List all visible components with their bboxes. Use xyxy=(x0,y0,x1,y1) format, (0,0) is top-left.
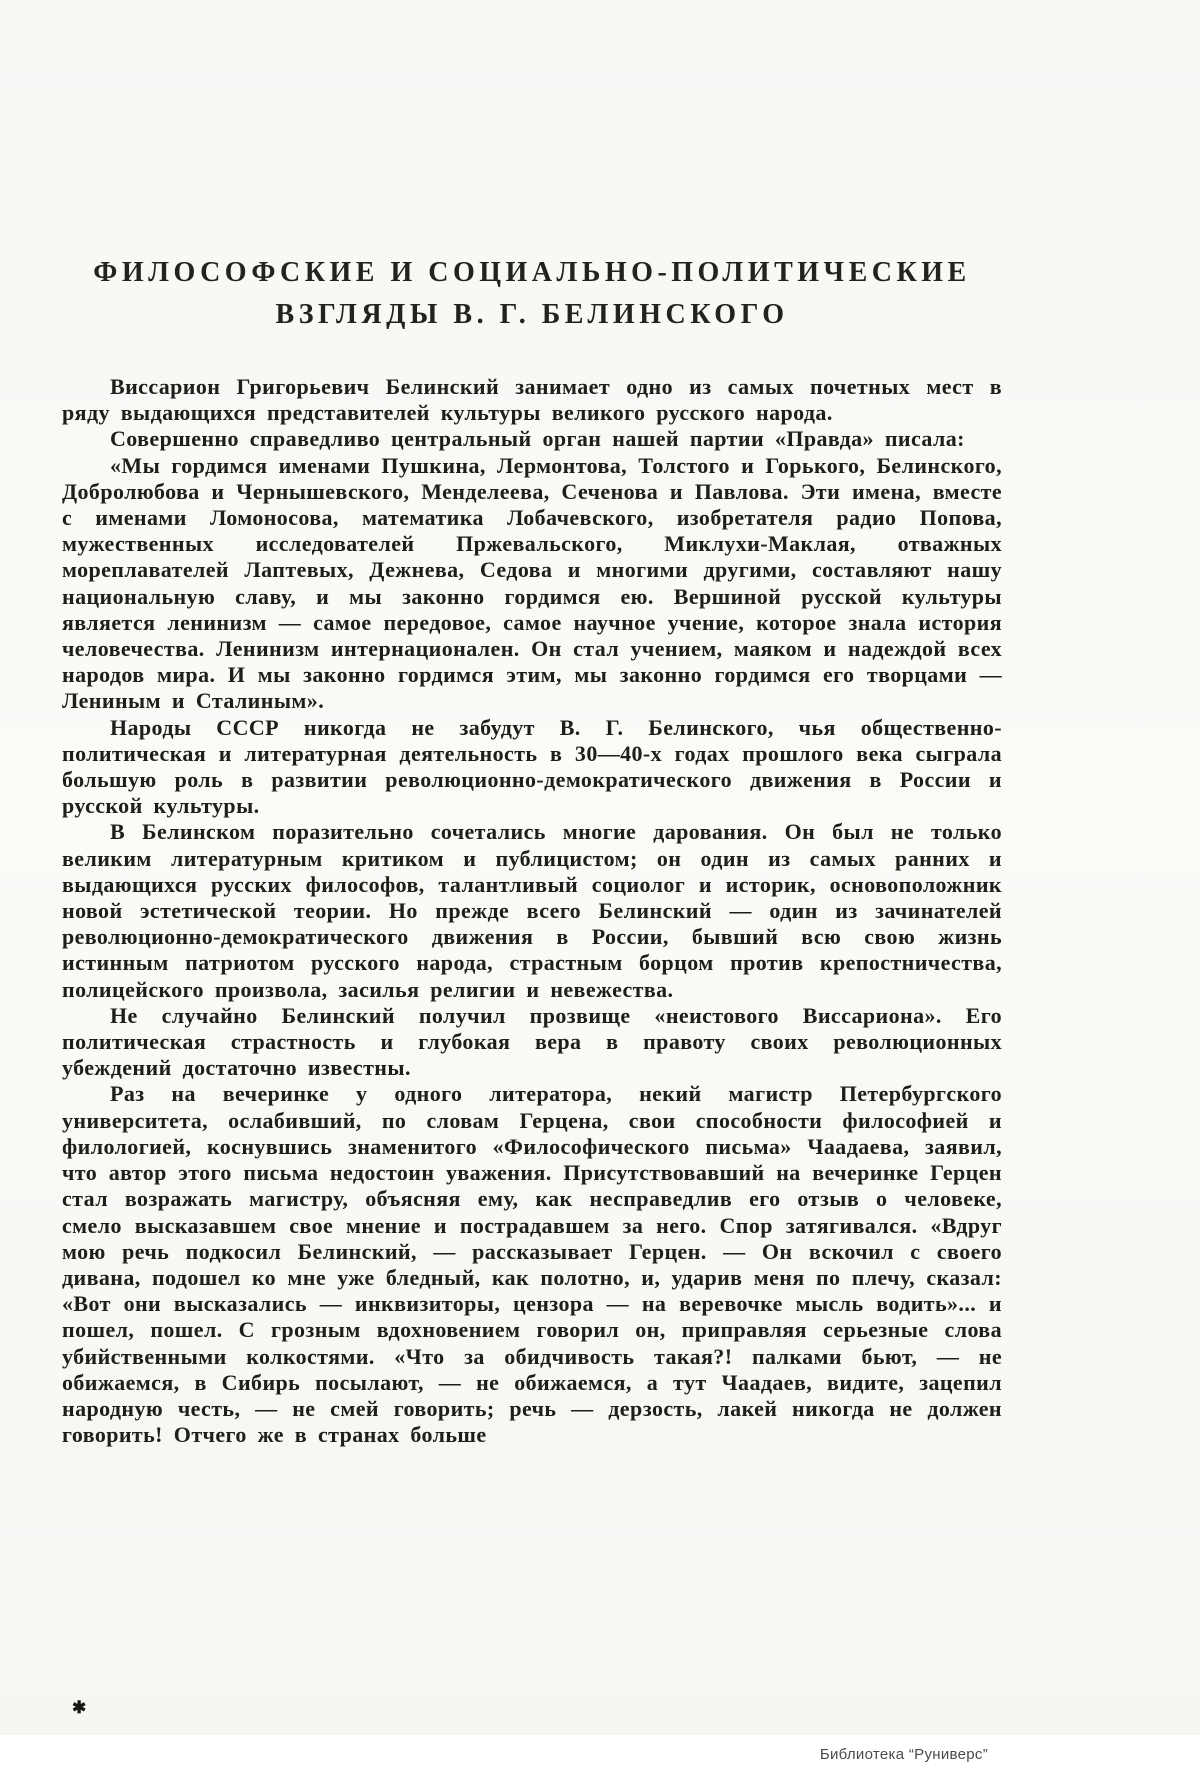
page-title-line-1: ФИЛОСОФСКИЕ И СОЦИАЛЬНО-ПОЛИТИЧЕСКИЕ xyxy=(93,257,971,288)
page-title-line-2: ВЗГЛЯДЫ В. Г. БЕЛИНСКОГО xyxy=(275,299,789,330)
bottom-white-band xyxy=(0,1735,1200,1775)
body-text xyxy=(62,374,1002,1448)
paragraph-2: Совершенно справедливо центральный орган нашей партии «Правда» писала: xyxy=(110,426,965,452)
paragraph-6: Не случайно Белинский получил прозвище «неистового Виссариона». Его политическая страстность и глубокая вера в правоту своих революционных убеждений достаточно известны. xyxy=(62,1002,1002,1081)
text-block xyxy=(62,252,1002,1448)
paragraph-4: Народы СССР никогда не забудут В. Г. Белинского, чья общественно-политическая и литературная деятельность в 30—40-х годах прошлого века сыграла большую роль в развитии революционно-демократического движения в России и русской культуры. xyxy=(62,714,1002,819)
paragraph-5: В Белинском поразительно сочетались многие дарования. Он был не только великим литературным критиком и публицистом; он один из самых ранних и выдающихся русских философов, талантливый социолог и историк, основоположник новой эстетической теории. Но прежде всего Белинский — один из зачинателей революционно-демократического движения в России, бывший всю свою жизнь истинным патриотом русского народа, страстным борцом против крепостничества, полицейского произвола, засилья религии и невежества. xyxy=(62,819,1002,1002)
library-watermark: Библиотека “Руниверс” xyxy=(819,1746,988,1763)
paragraph-7: Раз на вечеринке у одного литератора, некий магистр Петербургского университета, ослабивший, по словам Герцена, свои способности философией и филологией, коснувшись знаменитого «Философического письма» Чаадаева, заявил, что автор этого письма недостоин уважения. Присутствовавший на вечеринке Герцен стал возражать магистру, объясняя ему, как несправедлив его отзыв о человеке, смело высказавшем свое мнение и пострадавшем за него. Спор затягивался. «Вдруг мою речь подкосил Белинский, — рассказывает Герцен. — Он вскочил с своего дивана, подошел ко мне уже бледный, как полотно, и, ударив меня по плечу, сказал: «Вот они высказались — инквизиторы, цензора — на веревочке мысль водить»... и пошел, пошел. С грозным вдохновением говорил он, приправляя серьезные слова убийственными колкостями. «Что за обидчивость такая?! палками бьют, — не обижаемся, в Сибирь посылают, — не обижаемся, а тут Чаадаев, видите, зацепил народную честь, — не смей говорить; речь — дерзость, лакей никогда не должен говорить! Отчего же в странах больше xyxy=(62,1081,1002,1448)
page-title xyxy=(62,252,1002,336)
paragraph-3: «Мы гордимся именами Пушкина, Лермонтова, Толстого и Горького, Белинского, Добролюбова и Чернышевского, Менделеева, Сеченова и Павлова. Эти имена, вместе с именами Ломоносова, математика Лобачевского, изобретателя радио Попова, мужественных исследователей Пржевальского, Миклухи-Маклая, отважных мореплавателей Лаптевых, Дежнева, Седова и многими другими, составляют нашу национальную славу, и мы законно гордимся ею. Вершиной русской культуры является ленинизм — самое передовое, самое научное учение, которое знала история человечества. Ленинизм интернационален. Он стал учением, маяком и надеждой всех народов мира. И мы законно гордимся этим, мы законно гордимся его творцами — Лениным и Сталиным». xyxy=(62,452,1002,714)
footnote-asterisk: ✱ xyxy=(72,1698,87,1717)
paragraph-1: Виссарион Григорьевич Белинский занимает одно из самых почетных мест в ряду выдающихся представителей культуры великого русского народа. xyxy=(62,374,1002,426)
